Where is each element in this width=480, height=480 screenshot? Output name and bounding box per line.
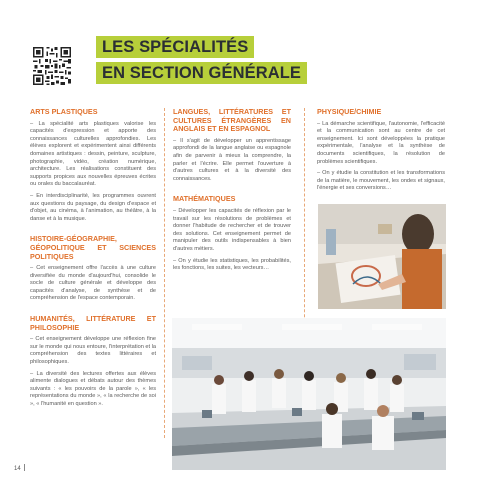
section-title-mathematiques: MATHÉMATIQUES (173, 194, 236, 204)
arts-paragraph-1: – La spécialité arts plastiques valorise les capacités d'expression et apporte des connaissances culturelles approfondies. Les élèves explorent et expérimentent ainsi différents domaines artistiques : dessin, peinture, sculpture, photographie, vidéo, création numérique, architecture. Les réalisations constituent des supports propices aux nouvelles épreuves écrites ou orales du baccalauréat. (30, 120, 156, 188)
photo-science-lab (172, 318, 446, 470)
page-number: 14 (14, 466, 21, 472)
math-paragraph-2: – On y étudie les statistiques, les probabilités, les fonctions, les suites, les vecteurs… (173, 257, 291, 272)
right-column (317, 108, 445, 197)
llcer-paragraph-1: – Il s'agit de développer un apprentissage approfondi de la langue anglaise ou espagnole afin de parvenir à mieux la comprendre, la parler et l'écrire. Elle permet l'ouverture à d'autres cultures et à la diversité des connaissances. (173, 137, 291, 182)
section-title-histoire-geo: HISTOIRE-GÉOGRAPHIE, GÉOPOLITIQUE ET SCIENCES POLITIQUES (30, 234, 156, 261)
middle-column (173, 108, 291, 277)
title-line-1: LES SPÉCIALITÉS (96, 36, 254, 58)
arts-paragraph-2: – En interdisciplinarité, les programmes ouvrent aux questions du paysage, du design d'espace et d'objet, au cinéma, à l'animation, au théâtre, à la danse et à la musique. (30, 192, 156, 222)
page-footer (14, 464, 25, 472)
pc-paragraph-1: – La démarche scientifique, l'autonomie, l'efficacité et la communication sont au centre de cet enseignement. Ici sont développées la pratique expérimentale, l'analyse et la synthèse de documents scientifiques, la résolution de problèmes scientifiques. (317, 120, 445, 165)
title-line-2: EN SECTION GÉNÉRALE (96, 62, 307, 84)
section-title-humanites: HUMANITÉS, LITTÉRATURE ET PHILOSOPHIE (30, 314, 156, 332)
section-title-physique-chimie: PHYSIQUE/CHIMIE (317, 107, 382, 116)
section-title-arts: ARTS PLASTIQUES (30, 107, 98, 116)
qr-code-icon[interactable] (33, 47, 71, 85)
hg-paragraph-1: – Cet enseignement offre l'accès à une culture diversifiée du monde d'aujourd'hui, consolide le socle de culture générale et développe des capacités d'analyse, de synthèse et de compréhension de l'espace contemporain. (30, 265, 156, 302)
left-column (30, 108, 156, 413)
page-title (96, 36, 307, 88)
hlp-paragraph-1: – Cet enseignement développe une réflexion fine sur le monde qui nous entoure, l'interprétation et la compréhension des textes littéraires et philosophiques. (30, 336, 156, 366)
math-paragraph-1: – Développer les capacités de réflexion par le travail sur les résolutions de problèmes et donner l'habitude de rechercher et de trouver des solutions. Cet enseignement permet de manipuler des outils indispensables à bien d'autres métiers. (173, 207, 291, 252)
hlp-paragraph-2: – La diversité des lectures offertes aux élèves alimente dialogues et débats autour des thèmes suivants : « les pouvoirs de la parole », « les représentations du monde », « la recherche de soi », « l'humanité en question ». (30, 370, 156, 407)
column-divider-1 (164, 108, 165, 438)
section-title-langues: LANGUES, LITTÉRATURES ET CULTURES ÉTRANGÈRES EN ANGLAIS ET EN ESPAGNOL (173, 107, 291, 134)
footer-separator (24, 464, 25, 471)
pc-paragraph-2: – On y étudie la constitution et les transformations de la matière, le mouvement, les ondes et signaux, l'énergie et ses conversions… (317, 170, 445, 192)
photo-student-drawing (318, 204, 446, 309)
